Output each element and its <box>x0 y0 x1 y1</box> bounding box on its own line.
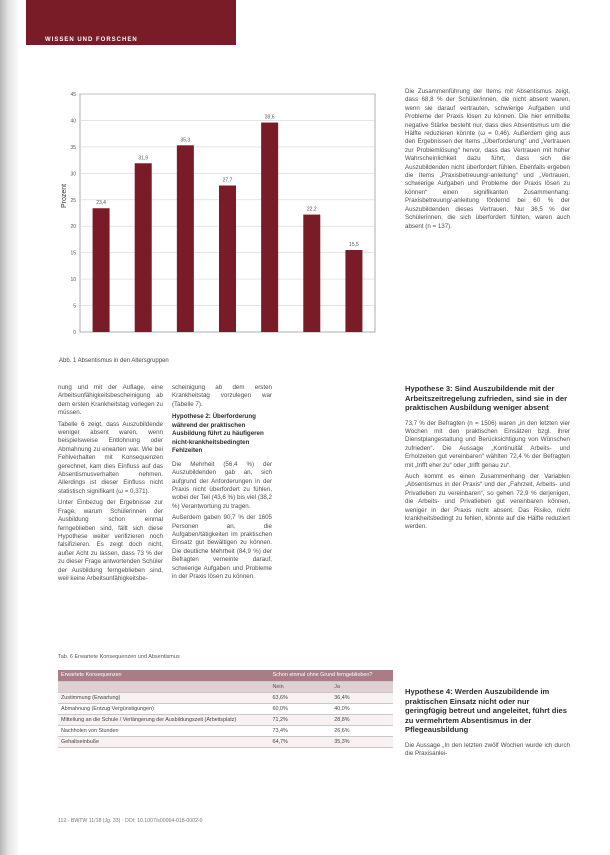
bar <box>261 123 278 332</box>
y-tick-label: 35 <box>70 144 76 151</box>
bar <box>177 145 194 332</box>
middle-column <box>172 384 272 634</box>
y-tick-label: 15 <box>70 250 76 257</box>
bar <box>135 163 152 332</box>
right-column-bottom <box>405 685 570 793</box>
table-cell: 63,6% <box>270 692 332 703</box>
bar-value-label: 22,2 <box>306 206 317 213</box>
table-row <box>58 692 393 703</box>
table-row <box>58 703 393 714</box>
table-row <box>58 736 393 747</box>
table-subheader-0 <box>58 681 270 692</box>
table-header-left: Erwartete Konsequenzen <box>58 670 270 681</box>
table-cell: Gehaltseinbuße <box>58 736 270 747</box>
bar-value-label: 27,7 <box>222 177 233 184</box>
table-cell: 64,7% <box>270 736 332 747</box>
table-subheader-row <box>58 681 393 692</box>
scan-edge <box>0 0 18 855</box>
left-paragraph-1: nung und mit der Auflage, eine Arbeitsunfähigkeitsbescheinigung ab dem ersten Krankheitstag vorlegen zu müssen. <box>58 384 163 417</box>
middle-paragraph-2: Die Mehrheit (56,4 %) der Auszubildenden gab an, sich aufgrund der Anforderungen in der Praxis nicht überfordert zu fühlen, wobei der Teil (43,6 %) bis viel (38,2 %) Verantwortung zu tragen. <box>172 460 272 510</box>
table-header-row <box>58 670 393 681</box>
bar-value-label: 23,4 <box>96 200 106 207</box>
hypothesis-4-heading: Hypothese 4: Werden Auszubildende im praktischen Einsatz nicht oder nur geringfügig betreut und angeleitet, führt dies zu vermehrtem Absentismus in der Pflegeausbildung <box>405 687 568 734</box>
table-wrap <box>58 670 393 773</box>
right-paragraph-3: Auch kommt es einen Zusammenhang der Variablen „Absentismus in der Praxis“ und der „Fahrzeit, Arbeits- und Privatleben zu vereinbaren“, so gehen 72,9 % derjenigen, die Arbeits- und Privatleben gut vereinbaren können, weniger in der Praxis nicht absent. Das Risiko, nicht krankheitsbedingt zu fehlen, könnte auf die Hälfte reduziert werden. <box>405 472 570 531</box>
page-footer: 112 · BWTW 11/18 (Jg. 33) · DOI: 10.1007/s00064-018-0002-0 <box>58 818 203 824</box>
table-row <box>58 725 393 736</box>
table-cell: Zustimmung (Erwartung) <box>58 692 270 703</box>
y-tick-label: 30 <box>70 171 76 178</box>
left-paragraph-2: Tabelle 6 zeigt, dass Auszubildende weniger absent waren, wenn beispielsweise Entlohnung oder Abmahnung zu erwarten war. Wie bei Fehlverhalten mit Konsequenzen gerechnet, kam dies Einfluss auf das Absentismusverhalten nehmen. Allerdings ist dieser Einfluss nicht statistisch signifikant (ω = 0,371). <box>58 420 163 495</box>
left-column <box>58 384 163 634</box>
figure-caption: Abb. 1 Absentismus in den Altersgruppen <box>59 358 169 364</box>
y-tick-label: 5 <box>73 303 76 310</box>
table-row <box>58 714 393 725</box>
bar-chart <box>58 88 391 351</box>
right-paragraph-1: Die Zusammenführung der Items mit Absentismus zeigt, dass 68,8 % der Schüler/innen, die nicht absent waren, wenn sie darauf vertrauten, schwierige Aufgaben und Probleme der Praxis lösen zu können. Die hier ermittelte negative Stärke besteht nur, dass dies Absentismus um die Hälfte reduzieren könnte (ω = 0,46). Außerdem ging aus den Ergebnissen der Items „Überforderung“ und „Vertrauen zur Problemlösung“ hervor, dass das Vertrauen mit hoher Wahrscheinlichkeit dazu führt, dass sich die Auszubildenden nicht überfordert fühlen. Ebenfalls ergeben die Items „Praxisbetreuung/-anleitung“ und „Vertrauen, schwierige Aufgaben und Probleme der Praxis lösen zu können“ einen signifikanten Zusammenhang: Praxisbetreuung/-anleitung fördernd bei 60 % der Auszubildenden dieses Vertrauen. Nur 36,5 % der Schülerinnen, die sich überfordert fühlten, waren auch absent (n = 137). <box>405 88 570 230</box>
hypothesis-3-heading: Hypothese 3: Sind Auszubildende mit der Arbeitszeitregelung zufrieden, sind sie in der praktischen Ausbildung weniger absent <box>405 384 568 412</box>
bar-value-label: 35,3 <box>180 137 191 144</box>
table-cell: 71,2% <box>270 714 332 725</box>
table-cell: Abmahnung (Entzug Vergünstigungen) <box>58 703 270 714</box>
y-tick-label: 25 <box>70 197 76 204</box>
bar <box>93 208 110 332</box>
table-subheader-1: Nein <box>270 681 332 692</box>
table-cell: 28,8% <box>331 714 393 725</box>
table-cell: Mitteilung an die Schule / Verlängerung der Ausbildungszeit (Arbeitsplatz) <box>58 714 270 725</box>
y-tick-label: 45 <box>70 92 76 98</box>
right-column-middle <box>405 382 570 680</box>
bar-value-label: 31,9 <box>138 155 149 162</box>
table-header-right: Schon einmal ohne Grund ferngeblieben? <box>270 670 393 681</box>
table-subheader-2: Ja <box>331 681 393 692</box>
table-cell: 60,0% <box>270 703 332 714</box>
bar <box>219 185 236 332</box>
bar <box>303 215 320 332</box>
chart-wrap <box>58 88 391 351</box>
middle-paragraph-3: Außerdem gaben 90,7 % der 1605 Personen an, die Aufgaben/tätigkeiten im praktischen Einsatz gut bewältigen zu können. Die deutliche Mehrheit (84,9 %) der Befragten verneinte darauf, schwierige Aufgaben und Probleme in der Praxis lösen zu können. <box>172 514 272 580</box>
table-title: Tab. 6 Erwartete Konsequenzen und Absentismus <box>58 654 180 660</box>
table-cell: Nachholen von Stunden <box>58 725 270 736</box>
right-column-top <box>405 88 570 366</box>
section-label: WISSEN UND FORSCHEN <box>45 37 138 43</box>
y-tick-label: 0 <box>73 330 76 336</box>
y-tick-label: 40 <box>70 118 76 125</box>
table-cell: 36,4% <box>331 692 393 703</box>
table-cell: 40,0% <box>331 703 393 714</box>
y-tick-label: 10 <box>70 277 76 284</box>
table-cell: 26,6% <box>331 725 393 736</box>
right-paragraph-2: 73,7 % der Befragten (n = 1506) waren „in den letzten vier Wochen mit den praktischen Einsätzen bzgl. ihrer Dienstplangestaltung und Berücksichtigung von Wünschen zufrieden“. Die Aussage „Kontinuität Arbeits- und Erholzeiten gut vereinbaren“ wählten 72,4 % der Befragten mit „trifft eher zu“ oder „trifft genau zu“. <box>405 419 570 469</box>
bar-value-label: 39,6 <box>264 114 275 121</box>
table-cell: 73,4% <box>270 725 332 736</box>
left-paragraph-3: Unter Einbezug der Ergebnisse zur Frage, warum Schülerinnen der Ausbildung schon einmal ferngeblieben sind, fällt sich diese Hypothese weiter verifizieren noch falsifizieren. Es zeigt doch nicht, außer Acht zu lassen, dass 73 % der zu dieser Frage antwortenden Schüler der Ausbildung ferngeblieben sind, weil keine Arbeitsunfähigkeitsbe- <box>58 499 163 582</box>
hypothesis-2-heading: Hypothese 2: Überforderung während der praktischen Ausbildung führt zu häufigeren nicht-krankheitsbedingten Fehlzeiten <box>172 413 264 455</box>
consequences-table <box>58 670 393 748</box>
middle-paragraph-1: scheinigung ab dem ersten Krankheitstag vorzulegen war (Tabelle 7). <box>172 384 272 408</box>
right-paragraph-4: Die Aussage „In den letzten zwölf Wochen wurde ich durch die Praxisanlei- <box>405 741 570 757</box>
bar-value-label: 15,5 <box>349 242 359 249</box>
y-axis-label: Prozent <box>61 183 68 208</box>
table-cell: 35,3% <box>331 736 393 747</box>
bar <box>345 250 362 332</box>
y-tick-label: 20 <box>70 224 76 231</box>
